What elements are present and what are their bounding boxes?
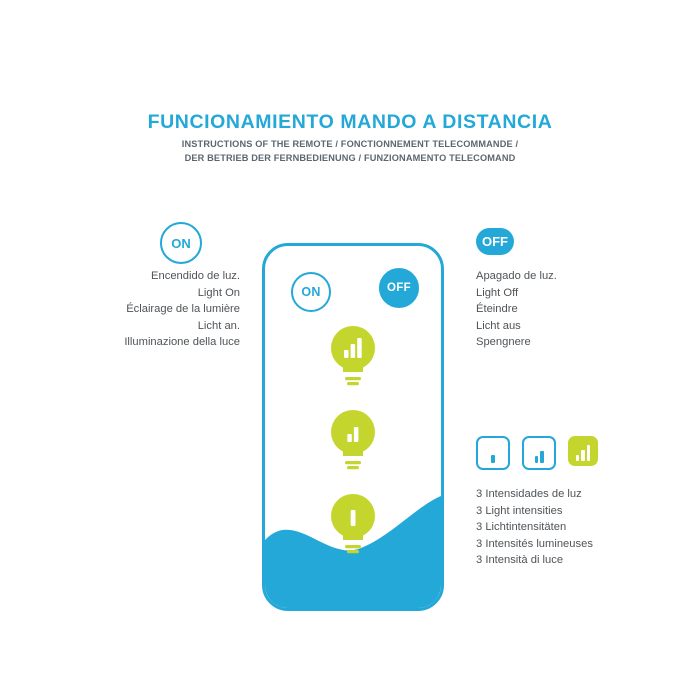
intensities-line: 3 Intensità di luce: [476, 554, 564, 567]
intensities-line: 3 Intensités lumineuses: [476, 537, 593, 550]
page-subtitle: [0, 138, 700, 165]
legend-on-line: Illuminazione della luce: [124, 336, 240, 349]
legend-off-line: Spengnere: [476, 336, 531, 349]
bulb-medium-button[interactable]: [325, 406, 381, 472]
legend-off-line: Light Off: [476, 286, 519, 299]
legend-on-text: [0, 268, 248, 351]
legend-on-line: Encendido de luz.: [151, 270, 240, 282]
legend-off-badge: [476, 228, 514, 255]
bulb-low-icon: [325, 490, 381, 556]
legend-on-badge: [160, 222, 202, 264]
page-title: FUNCIONAMIENTO MANDO A DISTANCIA: [147, 111, 553, 133]
legend-off-text: [476, 268, 696, 351]
remote-on-button-label: ON: [301, 285, 321, 299]
page-subtitle-line-1: INSTRUCTIONS OF THE REMOTE / FONCTIONNEMENT TELECOMMANDE /: [181, 139, 519, 150]
legend-on-line: Licht an.: [197, 319, 240, 332]
bulb-high-icon: [325, 322, 381, 388]
intensity-icon-low: [476, 436, 510, 470]
remote-off-button-label: OFF: [387, 282, 411, 294]
header: [0, 112, 700, 165]
intensities-line: 3 Intensidades de luz: [476, 488, 582, 500]
intensities-text: [476, 486, 696, 569]
remote-on-button[interactable]: [291, 272, 331, 312]
legend-off-line: Licht aus: [476, 319, 521, 332]
intensity-icon-row: [476, 436, 598, 470]
intensities-line: 3 Lichtintensitäten: [476, 521, 567, 534]
intensity-icon-medium: [522, 436, 556, 470]
bulb-medium-icon: [325, 406, 381, 472]
legend-off-line: Éteindre: [476, 303, 518, 316]
remote-off-button[interactable]: [379, 268, 419, 308]
bulb-high-button[interactable]: [325, 322, 381, 388]
legend-on-line: Éclairage de la lumière: [126, 303, 240, 316]
legend-off-line: Apagado de luz.: [476, 270, 557, 282]
page-subtitle-line-2: DER BETRIEB DER FERNBEDIENUNG / FUNZIONAMENTO TELECOMAND: [184, 152, 516, 163]
legend-off-badge-label: OFF: [482, 234, 508, 249]
legend-on-line: Light On: [197, 286, 240, 299]
intensities-line: 3 Light intensities: [476, 504, 563, 517]
legend-on-badge-label: ON: [171, 235, 191, 251]
remote-control-body: [262, 243, 444, 611]
intensity-icon-high: [568, 436, 598, 466]
bulb-low-button[interactable]: [325, 490, 381, 556]
